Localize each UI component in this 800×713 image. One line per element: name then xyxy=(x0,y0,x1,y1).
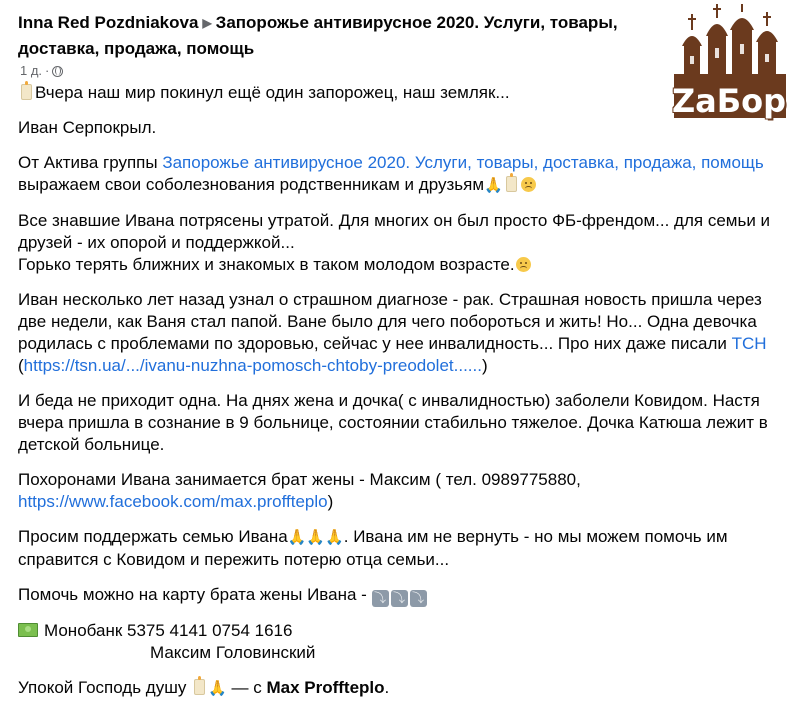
tsn-link[interactable]: ТСН xyxy=(731,334,767,353)
card-number: Монобанк 5375 4141 0754 1616 xyxy=(44,621,293,640)
candle-emoji-icon xyxy=(506,176,517,192)
triangle-right-icon: ▶ xyxy=(202,16,212,30)
facebook-profile-link[interactable]: https://www.facebook.com/max.proffteplo xyxy=(18,492,328,511)
sad-face-emoji-icon xyxy=(521,177,536,192)
logo-text: ZаБор xyxy=(671,82,787,120)
down-arrow-emoji-icon: ⤵ xyxy=(410,590,427,607)
author-name[interactable]: Inna Red Pozdniakova xyxy=(18,13,199,32)
paragraph-4: Все знавшие Ивана потрясены утратой. Для многих он был просто ФБ-френдом... для семьи и друзей - их опорой и поддержкой... Горько терять ближних и знакомых в таком молодом возрасте. xyxy=(18,211,771,274)
post-meta: 1 д. · xyxy=(20,62,788,80)
tagged-person-link[interactable]: Max Proffteplo xyxy=(266,678,385,697)
praying-hands-emoji-icon: 🙏🙏🙏 xyxy=(287,529,344,546)
praying-hands-emoji-icon: 🙏 xyxy=(208,680,227,697)
paragraph-2: Иван Серпокрыл. xyxy=(18,118,157,137)
paragraph-9: Помочь можно на карту брата жены Ивана - ⤵ ⤵ ⤵ xyxy=(18,584,788,607)
banknote-emoji-icon xyxy=(18,623,38,637)
paragraph-8: Просим поддержать семью Ивана🙏🙏🙏. Ивана им не вернуть - но мы можем помочь им справится с Ковидом и пережить потерю отца семьи... xyxy=(18,527,728,569)
paragraph-7: Похоронами Ивана занимается брат жены - Максим ( тел. 0989775880, https://www.facebook.com/max.proffteplo) xyxy=(18,470,581,511)
tsn-article-link[interactable]: https://tsn.ua/.../ivanu-nuzhna-pomosch-chtoby-preodolet...... xyxy=(23,356,482,375)
paragraph-3: От Актива группы Запорожье антивирусное 2020. Услуги, товары, доставка, продажа, помощь выражаем свои соболезнования родственникам и друзьям🙏 xyxy=(18,153,764,194)
group-name[interactable]: Запорожье антивирусное 2020. Услуги, товары, доставка, продажа, помощь xyxy=(18,13,618,58)
down-arrow-emoji-icon: ⤵ xyxy=(372,590,389,607)
candle-emoji-icon xyxy=(194,679,205,695)
globe-icon[interactable] xyxy=(52,66,63,77)
paragraph-6: И беда не приходит одна. На днях жена и дочка( с инвалидностью) заболели Ковидом. Настя вчера пришла в сознание в 9 больнице, состоянии стабильно тяжелое. Дочка Катюша лежит в детской больнице. xyxy=(18,391,768,454)
sad-face-emoji-icon xyxy=(516,257,531,272)
paragraph-card xyxy=(18,620,788,664)
paragraph-5: Иван несколько лет назад узнал о страшном диагнозе - рак. Страшная новость пришла через две недели, как Ваня стал папой. Ване было для чего побороться и жить! Но... Одна девочка родилась с проблемами по здоровью, сейчас у нее инвалидность... Про них даже писали ТСН (https://tsn.ua/.../ivanu-nuzhna-pomosch-chtoby-preodolet......) xyxy=(18,290,767,375)
post-time[interactable]: 1 д. xyxy=(20,63,43,78)
post-body xyxy=(18,82,788,700)
facebook-post xyxy=(18,10,788,713)
down-arrow-emoji-icon: ⤵ xyxy=(391,590,408,607)
candle-emoji-icon xyxy=(21,84,32,100)
paragraph-1: Вчера наш мир покинул ещё один запорожец, наш земляк... xyxy=(18,82,788,104)
praying-hands-emoji-icon: 🙏 xyxy=(484,177,503,194)
group-link[interactable]: Запорожье антивирусное 2020. Услуги, товары, доставка, продажа, помощь xyxy=(162,153,764,172)
post-header xyxy=(18,10,638,61)
card-owner: Максим Головинский xyxy=(150,643,316,662)
paragraph-last: Упокой Господь душу 🙏 — с Max Proffteplo. xyxy=(18,678,390,697)
